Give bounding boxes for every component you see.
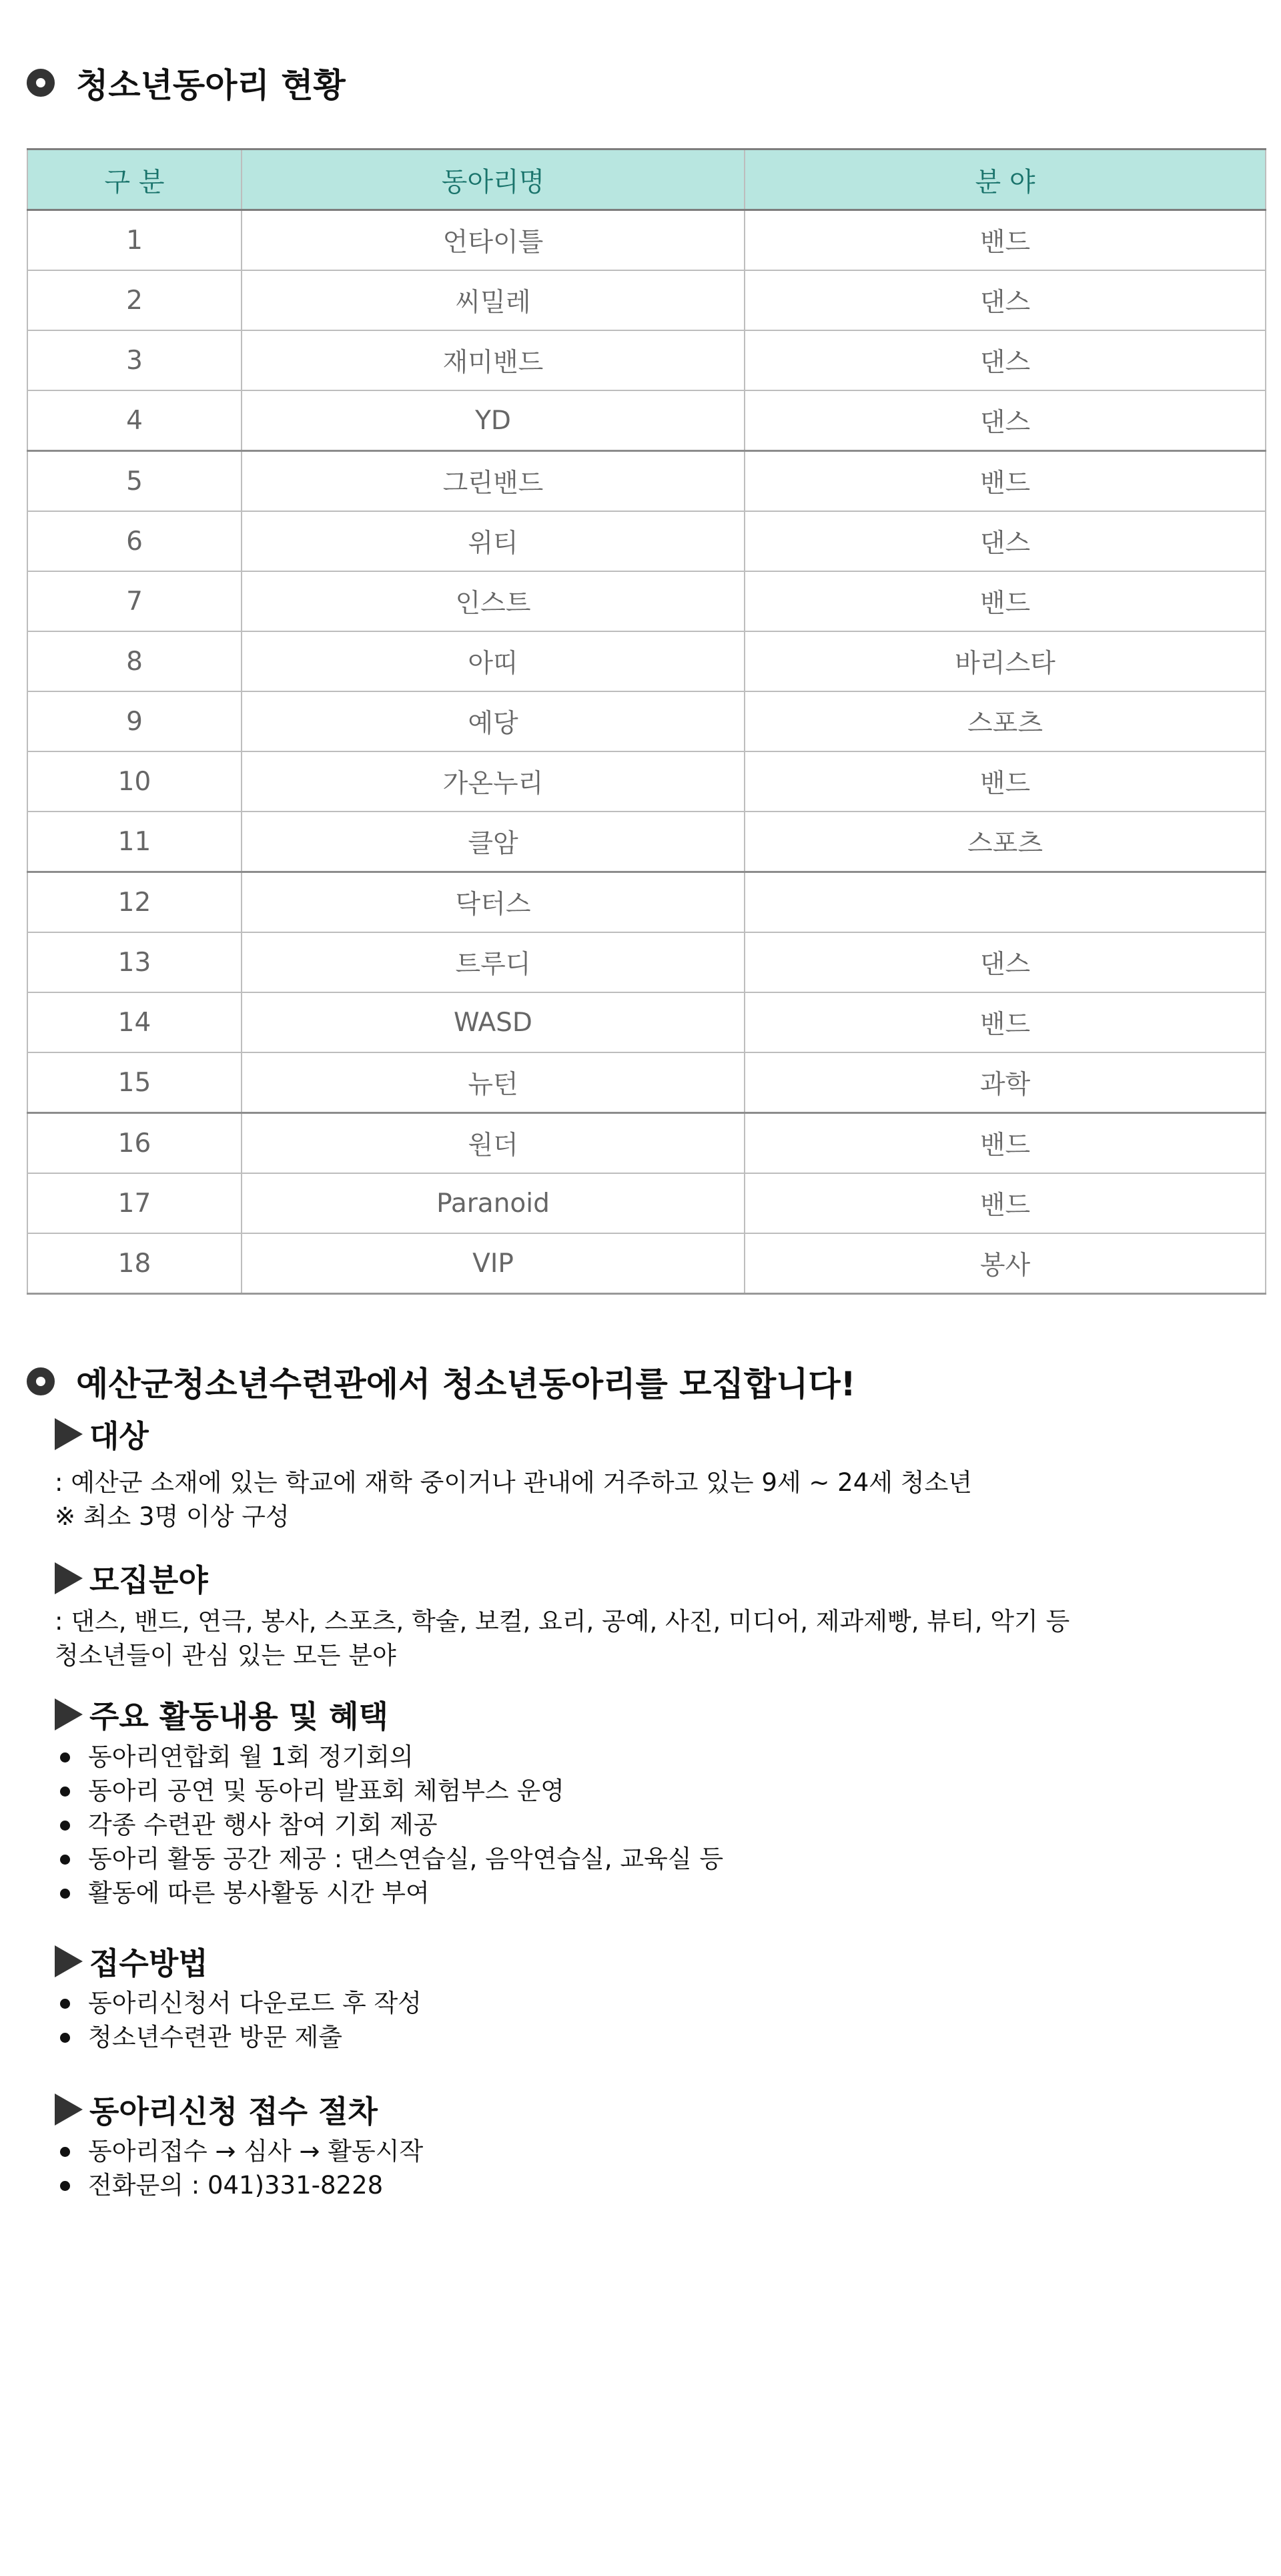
row-field: 댄스 [745, 511, 1266, 571]
row-number: 15 [27, 1052, 242, 1113]
row-club-name: VIP [242, 1233, 745, 1294]
target-line-1: : 예산군 소재에 있는 학교에 재학 중이거나 관내에 거주하고 있는 9세 ~ 24세 청소년 [55, 1468, 972, 1497]
table-row [27, 511, 1266, 571]
row-number: 13 [27, 932, 242, 992]
activities-list [55, 1740, 723, 1910]
row-number: 11 [27, 812, 242, 872]
fields-line-2: 청소년들이 관심 있는 모든 분야 [55, 1641, 396, 1670]
row-club-name: 트루디 [242, 932, 745, 992]
table-row [27, 691, 1266, 751]
triangle-bullet-icon [55, 1945, 83, 1977]
fields-line-1: : 댄스, 밴드, 연극, 봉사, 스포츠, 학술, 보컬, 요리, 공예, 사진, 미디어, 제과제빵, 뷰티, 악기 등 [55, 1607, 1070, 1636]
circle-bullet-icon [27, 69, 55, 97]
row-number: 7 [27, 571, 242, 631]
table-row [27, 932, 1266, 992]
header-club-name: 동아리명 [242, 149, 745, 210]
row-club-name: 예당 [242, 691, 745, 751]
status-title: 청소년동아리 현황 [76, 66, 346, 105]
row-number: 5 [27, 451, 242, 512]
table-row [27, 210, 1266, 271]
apply-method-heading [55, 1939, 208, 1983]
list-item: 각종 수련관 행사 참여 기회 제공 [55, 1808, 723, 1842]
row-club-name: 재미밴드 [242, 330, 745, 390]
list-item: 동아리 활동 공간 제공 : 댄스연습실, 음악연습실, 교육실 등 [55, 1842, 723, 1876]
row-club-name: 뉴턴 [242, 1052, 745, 1113]
table-row [27, 751, 1266, 812]
row-club-name: WASD [242, 992, 745, 1052]
activities-heading [55, 1692, 388, 1736]
row-field: 댄스 [745, 932, 1266, 992]
row-number: 16 [27, 1113, 242, 1174]
row-number: 14 [27, 992, 242, 1052]
fields-heading [55, 1556, 208, 1600]
row-field: 봉사 [745, 1233, 1266, 1294]
fields-description [55, 1604, 1070, 1672]
row-club-name: Paranoid [242, 1173, 745, 1233]
list-item: 동아리신청서 다운로드 후 작성 [55, 1986, 422, 2020]
row-number: 2 [27, 270, 242, 330]
list-item: 동아리접수 → 심사 → 활동시작 [55, 2134, 423, 2168]
triangle-bullet-icon [55, 1698, 83, 1730]
row-field: 밴드 [745, 1113, 1266, 1174]
row-club-name: 위티 [242, 511, 745, 571]
table-row [27, 451, 1266, 512]
row-number: 18 [27, 1233, 242, 1294]
club-status-table [27, 148, 1266, 1295]
procedure-list [55, 2134, 423, 2202]
triangle-bullet-icon [55, 1562, 83, 1594]
row-club-name: 가온누리 [242, 751, 745, 812]
circle-bullet-icon [27, 1367, 55, 1395]
header-number: 구 분 [27, 149, 242, 210]
row-club-name: 인스트 [242, 571, 745, 631]
row-number: 12 [27, 872, 242, 933]
recruit-heading [27, 1357, 856, 1405]
table-row [27, 812, 1266, 872]
procedure-heading [55, 2087, 378, 2132]
row-number: 8 [27, 631, 242, 691]
list-item: 전화문의 : 041)331-8228 [55, 2168, 423, 2202]
list-item: 활동에 따른 봉사활동 시간 부여 [55, 1876, 723, 1910]
target-heading [55, 1412, 149, 1456]
table-row [27, 1113, 1266, 1174]
row-club-name: 씨밀레 [242, 270, 745, 330]
table-row [27, 330, 1266, 390]
procedure-heading-label: 동아리신청 접수 절차 [89, 2094, 378, 2130]
fields-heading-label: 모집분야 [89, 1562, 208, 1598]
row-club-name: 언타이틀 [242, 210, 745, 271]
row-number: 17 [27, 1173, 242, 1233]
row-field: 바리스타 [745, 631, 1266, 691]
apply-method-heading-label: 접수방법 [89, 1945, 208, 1981]
row-field: 밴드 [745, 210, 1266, 271]
row-field: 댄스 [745, 330, 1266, 390]
row-number: 9 [27, 691, 242, 751]
table-header-row [27, 149, 1266, 210]
row-field: 밴드 [745, 571, 1266, 631]
row-number: 10 [27, 751, 242, 812]
table-row [27, 571, 1266, 631]
list-item: 동아리연합회 월 1회 정기회의 [55, 1740, 723, 1774]
row-field: 밴드 [745, 992, 1266, 1052]
recruit-title: 예산군청소년수련관에서 청소년동아리를 모집합니다! [76, 1365, 856, 1403]
row-field: 댄스 [745, 390, 1266, 451]
table-row [27, 1173, 1266, 1233]
activities-heading-label: 주요 활동내용 및 혜택 [89, 1698, 388, 1734]
row-field: 밴드 [745, 751, 1266, 812]
table-row [27, 390, 1266, 451]
list-item: 동아리 공연 및 동아리 발표회 체험부스 운영 [55, 1774, 723, 1808]
row-field: 스포츠 [745, 812, 1266, 872]
row-number: 1 [27, 210, 242, 271]
table-row [27, 872, 1266, 933]
target-line-2: ※ 최소 3명 이상 구성 [55, 1502, 290, 1531]
row-field: 밴드 [745, 1173, 1266, 1233]
status-heading [27, 59, 346, 107]
header-field: 분 야 [745, 149, 1266, 210]
table-row [27, 1233, 1266, 1294]
row-field: 댄스 [745, 270, 1266, 330]
table-row [27, 270, 1266, 330]
target-heading-label: 대상 [89, 1418, 149, 1454]
row-club-name: 원더 [242, 1113, 745, 1174]
row-number: 4 [27, 390, 242, 451]
row-number: 6 [27, 511, 242, 571]
row-club-name: 그린밴드 [242, 451, 745, 512]
table-row [27, 1052, 1266, 1113]
list-item: 청소년수련관 방문 제출 [55, 2020, 422, 2054]
row-number: 3 [27, 330, 242, 390]
row-club-name: YD [242, 390, 745, 451]
row-field: 밴드 [745, 451, 1266, 512]
apply-method-list [55, 1986, 422, 2054]
row-club-name: 닥터스 [242, 872, 745, 933]
row-club-name: 아띠 [242, 631, 745, 691]
row-club-name: 클암 [242, 812, 745, 872]
row-field: 과학 [745, 1052, 1266, 1113]
triangle-bullet-icon [55, 2094, 83, 2126]
row-field [745, 872, 1266, 933]
table-row [27, 992, 1266, 1052]
triangle-bullet-icon [55, 1418, 83, 1450]
table-row [27, 631, 1266, 691]
target-description [55, 1466, 972, 1534]
row-field: 스포츠 [745, 691, 1266, 751]
